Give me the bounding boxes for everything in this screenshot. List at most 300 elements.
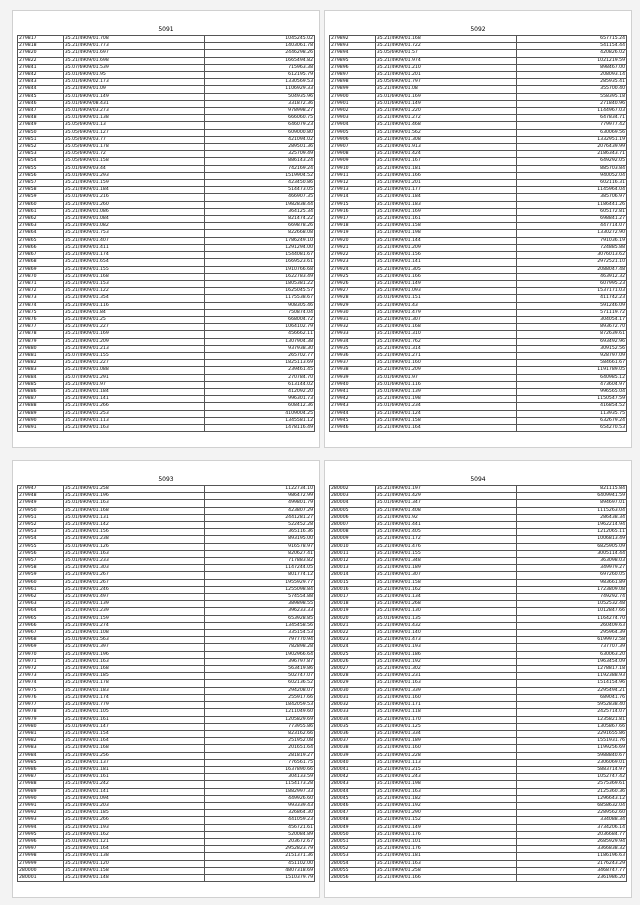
amount-cell: 1154173.28 bbox=[205, 781, 315, 788]
row-id-cell: 279905 bbox=[330, 129, 376, 136]
reference-code-cell: 35.21/4909/01.156 bbox=[63, 529, 205, 536]
row-id-cell: 279976 bbox=[18, 694, 64, 701]
amount-cell: 613144.02 bbox=[205, 381, 315, 388]
row-id-cell: 279889 bbox=[18, 410, 64, 417]
reference-code-cell: 35.21/4909/01.161 bbox=[63, 716, 205, 723]
reference-code-cell: 35.21/4909/01.258 bbox=[63, 486, 205, 493]
amount-cell: 649292.05 bbox=[517, 158, 627, 165]
row-id-cell: 280046 bbox=[330, 802, 376, 809]
row-id-cell: 280001 bbox=[18, 874, 64, 881]
row-id-cell: 279964 bbox=[18, 608, 64, 615]
amount-cell: 653928.85 bbox=[205, 615, 315, 622]
table-row bbox=[330, 280, 627, 287]
table-row bbox=[18, 637, 315, 644]
amount-cell: 608412.36 bbox=[205, 403, 315, 410]
table-row bbox=[18, 788, 315, 795]
table-row bbox=[18, 86, 315, 93]
amount-cell: 669878.26 bbox=[205, 223, 315, 230]
row-id-cell: 279873 bbox=[18, 295, 64, 302]
table-row bbox=[330, 680, 627, 687]
page-4 bbox=[324, 460, 632, 898]
amount-cell: 208093.14 bbox=[517, 72, 627, 79]
table-row bbox=[18, 158, 315, 165]
row-id-cell: 279904 bbox=[330, 122, 376, 129]
row-id-cell: 279950 bbox=[18, 507, 64, 514]
reference-code-cell: 35.21/4909/01.339 bbox=[375, 687, 517, 694]
row-id-cell: 279845 bbox=[18, 93, 64, 100]
amount-cell: 742169.24 bbox=[205, 165, 315, 172]
reference-code-cell: 35.21/4909/01.168 bbox=[375, 36, 517, 43]
amount-cell: 6858632.04 bbox=[517, 802, 627, 809]
row-id-cell: 279938 bbox=[330, 367, 376, 374]
row-id-cell: 279858 bbox=[18, 187, 64, 194]
reference-code-cell: 35.21/4909/01.773 bbox=[63, 43, 205, 50]
table-row bbox=[330, 151, 627, 158]
reference-code-cell: 35.21/4909/01.134 bbox=[375, 594, 517, 601]
reference-code-cell: 35.21/4909/01.424 bbox=[375, 151, 517, 158]
amount-cell: 1622783.49 bbox=[205, 273, 315, 280]
table-row bbox=[330, 536, 627, 543]
table-row bbox=[330, 122, 627, 129]
amount-cell: 396797.87 bbox=[205, 658, 315, 665]
amount-cell: 2441281.27 bbox=[205, 514, 315, 521]
row-id-cell: 280018 bbox=[330, 601, 376, 608]
table-row bbox=[330, 43, 627, 50]
table-row bbox=[330, 867, 627, 874]
table-row bbox=[330, 252, 627, 259]
table-row bbox=[330, 802, 627, 809]
row-id-cell: 279949 bbox=[18, 500, 64, 507]
reference-code-cell: 35.21/4909/01.169 bbox=[375, 208, 517, 215]
amount-cell: 978998.27 bbox=[205, 108, 315, 115]
table-row bbox=[330, 302, 627, 309]
reference-code-cell: 35.21/4909/01.314 bbox=[375, 345, 517, 352]
reference-code-cell: 35.21/4909/01.405 bbox=[375, 529, 517, 536]
amount-cell: 602116.31 bbox=[517, 180, 627, 187]
row-id-cell: 279969 bbox=[18, 644, 64, 651]
row-id-cell: 280054 bbox=[330, 860, 376, 867]
row-id-cell: 279943 bbox=[330, 403, 376, 410]
row-id-cell: 279923 bbox=[330, 259, 376, 266]
amount-cell: 823162.66 bbox=[205, 730, 315, 737]
table-row bbox=[18, 237, 315, 244]
table-row bbox=[18, 486, 315, 493]
reference-code-cell: 35.21/4909/01.290 bbox=[375, 810, 517, 817]
row-id-cell: 279870 bbox=[18, 273, 64, 280]
row-id-cell: 279879 bbox=[18, 338, 64, 345]
amount-cell: 1805381.22 bbox=[205, 280, 315, 287]
amount-cell: 281819.27 bbox=[205, 752, 315, 759]
reference-code-cell: 35.05/6909/03.77 bbox=[63, 136, 205, 143]
amount-cell: 466907.35 bbox=[205, 194, 315, 201]
table-row bbox=[18, 673, 315, 680]
row-id-cell: 279906 bbox=[330, 136, 376, 143]
amount-cell: 412092.20 bbox=[205, 388, 315, 395]
row-id-cell: 280031 bbox=[330, 694, 376, 701]
row-id-cell: 279956 bbox=[18, 550, 64, 557]
row-id-cell: 280000 bbox=[18, 867, 64, 874]
reference-code-cell: 35.21/4909/01.171 bbox=[375, 702, 517, 709]
reference-code-cell: 35.21/4909/01.256 bbox=[63, 752, 205, 759]
row-id-cell: 279937 bbox=[330, 360, 376, 367]
table-row bbox=[18, 57, 315, 64]
row-id-cell: 279883 bbox=[18, 367, 64, 374]
row-id-cell: 280041 bbox=[330, 766, 376, 773]
row-id-cell: 279987 bbox=[18, 774, 64, 781]
table-row bbox=[18, 180, 315, 187]
reference-code-cell: 35.01/6909/01.138 bbox=[63, 115, 205, 122]
amount-cell: 3076013.62 bbox=[517, 252, 627, 259]
reference-code-cell: 35.21/4909/01.272 bbox=[375, 115, 517, 122]
row-id-cell: 279945 bbox=[330, 417, 376, 424]
reference-code-cell: 35.21/4909/01.243 bbox=[375, 774, 517, 781]
amount-cell: 285935.41 bbox=[517, 79, 627, 86]
row-id-cell: 279913 bbox=[330, 187, 376, 194]
amount-cell: 385706.97 bbox=[517, 194, 627, 201]
amount-cell: 355700.40 bbox=[517, 86, 627, 93]
row-id-cell: 279881 bbox=[18, 352, 64, 359]
reference-code-cell: 35.21/4909/01.708 bbox=[63, 36, 205, 43]
amount-cell: 1291294.00 bbox=[205, 244, 315, 251]
amount-cell: 4109004.25 bbox=[205, 410, 315, 417]
table-row bbox=[330, 187, 627, 194]
reference-code-cell: 35.21/4909/01.160 bbox=[375, 745, 517, 752]
row-id-cell: 279863 bbox=[18, 223, 64, 230]
amount-cell: 271840.96 bbox=[517, 100, 627, 107]
reference-code-cell: 35.21/4909/01.432 bbox=[375, 622, 517, 629]
reference-code-cell: 35.21/4909/01.169 bbox=[63, 331, 205, 338]
amount-cell: 928797.09 bbox=[517, 352, 627, 359]
row-id-cell: 279847 bbox=[18, 108, 64, 115]
amount-cell: 908305.46 bbox=[205, 302, 315, 309]
row-id-cell: 279910 bbox=[330, 165, 376, 172]
row-id-cell: 280052 bbox=[330, 846, 376, 853]
table-row bbox=[330, 158, 627, 165]
amount-cell: 1122734.10 bbox=[205, 486, 315, 493]
amount-cell: 1150547.59 bbox=[517, 396, 627, 403]
row-id-cell: 279940 bbox=[330, 381, 376, 388]
reference-code-cell: 35.21/4909/01.497 bbox=[63, 594, 205, 601]
table-row bbox=[18, 50, 315, 57]
amount-cell: 940052.04 bbox=[517, 172, 627, 179]
amount-cell: 563419.86 bbox=[205, 666, 315, 673]
row-id-cell: 279927 bbox=[330, 288, 376, 295]
row-id-cell: 279958 bbox=[18, 565, 64, 572]
table-row bbox=[330, 759, 627, 766]
reference-code-cell: 35.05/6909/01.178 bbox=[63, 144, 205, 151]
reference-code-cell: 35.05/6909/01.57 bbox=[375, 50, 517, 57]
row-id-cell: 279860 bbox=[18, 201, 64, 208]
reference-code-cell: 35.21/4909/01.155 bbox=[63, 266, 205, 273]
reference-code-cell: 35.07/6909/01.539 bbox=[63, 64, 205, 71]
row-id-cell: 279843 bbox=[18, 79, 64, 86]
table-row bbox=[330, 486, 627, 493]
table-row bbox=[330, 129, 627, 136]
row-id-cell: 279966 bbox=[18, 622, 64, 629]
row-id-cell: 280009 bbox=[330, 536, 376, 543]
table-row bbox=[330, 230, 627, 237]
page-3 bbox=[12, 460, 320, 898]
amount-cell: 3734206.14 bbox=[517, 824, 627, 831]
table-row bbox=[330, 381, 627, 388]
row-id-cell: 280008 bbox=[330, 529, 376, 536]
row-id-cell: 279972 bbox=[18, 666, 64, 673]
amount-cell: 331872.36 bbox=[205, 100, 315, 107]
reference-code-cell: 35.21/4909/01.186 bbox=[375, 651, 517, 658]
row-id-cell: 279857 bbox=[18, 180, 64, 187]
table-row bbox=[330, 622, 627, 629]
table-row bbox=[18, 500, 315, 507]
reference-code-cell: 35.21/4909/01.163 bbox=[375, 680, 517, 687]
amount-cell: 894697.01 bbox=[517, 500, 627, 507]
amount-cell: 1186196.63 bbox=[517, 853, 627, 860]
amount-cell: 1115263.04 bbox=[517, 507, 627, 514]
reference-code-cell: 35.21/4909/01.108 bbox=[63, 630, 205, 637]
row-id-cell: 279842 bbox=[18, 72, 64, 79]
reference-code-cell: 35.21/4909/01.348 bbox=[375, 558, 517, 565]
amount-cell: 1052532.48 bbox=[517, 601, 627, 608]
reference-code-cell: 35.05/6909/01.158 bbox=[63, 158, 205, 165]
amount-cell: 1478116.49 bbox=[205, 424, 315, 431]
table-row bbox=[330, 180, 627, 187]
row-id-cell: 280034 bbox=[330, 716, 376, 723]
table-row bbox=[18, 745, 315, 752]
table-row bbox=[18, 64, 315, 71]
reference-code-cell: 35.21/4909/01.43 bbox=[375, 302, 517, 309]
amount-cell: 2306069.01 bbox=[517, 759, 627, 766]
amount-cell: 1786249.10 bbox=[205, 237, 315, 244]
amount-cell: 937938.30 bbox=[205, 345, 315, 352]
reference-code-cell: 35.21/4909/01.429 bbox=[375, 493, 517, 500]
data-table bbox=[17, 35, 315, 432]
row-id-cell: 279977 bbox=[18, 702, 64, 709]
table-row bbox=[18, 72, 315, 79]
table-row bbox=[18, 424, 315, 431]
reference-code-cell: 35.21/4909/01.473 bbox=[375, 637, 517, 644]
table-row bbox=[330, 781, 627, 788]
reference-code-cell: 35.21/4909/01.203 bbox=[63, 802, 205, 809]
amount-cell: 1963454.09 bbox=[517, 658, 627, 665]
amount-cell: 1175538.67 bbox=[205, 295, 315, 302]
reference-code-cell: 35.21/4909/01.159 bbox=[63, 180, 205, 187]
reference-code-cell: 35.01/6909/01.95 bbox=[63, 72, 205, 79]
amount-cell: 750874.04 bbox=[205, 309, 315, 316]
row-id-cell: 280042 bbox=[330, 774, 376, 781]
table-row bbox=[18, 694, 315, 701]
row-id-cell: 280026 bbox=[330, 658, 376, 665]
row-id-cell: 279866 bbox=[18, 244, 64, 251]
table-row bbox=[18, 860, 315, 867]
row-id-cell: 279917 bbox=[330, 216, 376, 223]
amount-cell: 1825113.69 bbox=[205, 360, 315, 367]
reference-code-cell: 35.21/4909/01.196 bbox=[63, 651, 205, 658]
table-row bbox=[18, 702, 315, 709]
reference-code-cell: 35.21/4909/01.149 bbox=[375, 824, 517, 831]
row-id-cell: 280055 bbox=[330, 867, 376, 874]
row-id-cell: 279822 bbox=[18, 57, 64, 64]
amount-cell: 113935.75 bbox=[517, 410, 627, 417]
amount-cell: 239461.45 bbox=[205, 367, 315, 374]
row-id-cell: 279932 bbox=[330, 324, 376, 331]
table-row bbox=[330, 601, 627, 608]
table-row bbox=[18, 644, 315, 651]
amount-cell: 1551931.76 bbox=[517, 738, 627, 745]
reference-code-cell: 35.21/4909/01.192 bbox=[375, 802, 517, 809]
table-row bbox=[18, 266, 315, 273]
table-row bbox=[18, 802, 315, 809]
page-title: 5091 bbox=[158, 26, 174, 33]
reference-code-cell: 35.21/4909/01.144 bbox=[375, 237, 517, 244]
reference-code-cell: 35.21/4909/01.163 bbox=[375, 788, 517, 795]
row-id-cell: 279930 bbox=[330, 309, 376, 316]
amount-cell: 449926.60 bbox=[205, 795, 315, 802]
amount-cell: 520084.89 bbox=[205, 831, 315, 838]
table-row bbox=[330, 36, 627, 43]
row-id-cell: 279941 bbox=[330, 388, 376, 395]
row-id-cell: 280014 bbox=[330, 572, 376, 579]
reference-code-cell: 35.21/4909/01.213 bbox=[63, 345, 205, 352]
row-id-cell: 280006 bbox=[330, 514, 376, 521]
row-id-cell: 279953 bbox=[18, 529, 64, 536]
amount-cell: 986472.99 bbox=[205, 493, 315, 500]
reference-code-cell: 35.21/4909/01.762 bbox=[375, 338, 517, 345]
reference-code-cell: 35.21/4909/01.158 bbox=[375, 579, 517, 586]
table-row bbox=[18, 752, 315, 759]
row-id-cell: 279878 bbox=[18, 331, 64, 338]
table-row bbox=[330, 360, 627, 367]
amount-cell: 717883.82 bbox=[205, 558, 315, 565]
row-id-cell: 279955 bbox=[18, 543, 64, 550]
reference-code-cell: 35.21/4909/01.168 bbox=[63, 507, 205, 514]
table-row bbox=[330, 702, 627, 709]
amount-cell: 203672.67 bbox=[205, 838, 315, 845]
row-id-cell: 279942 bbox=[330, 396, 376, 403]
reference-code-cell: 35.21/4909/01.183 bbox=[375, 201, 517, 208]
amount-cell: 893195.00 bbox=[205, 536, 315, 543]
row-id-cell: 279886 bbox=[18, 388, 64, 395]
reference-code-cell: 35.21/4909/01.197 bbox=[375, 486, 517, 493]
reference-code-cell: 35.21/4909/01.215 bbox=[375, 766, 517, 773]
row-id-cell: 279818 bbox=[18, 43, 64, 50]
row-id-cell: 280002 bbox=[330, 486, 376, 493]
table-row bbox=[18, 594, 315, 601]
amount-cell: 1955929.77 bbox=[205, 579, 315, 586]
amount-cell: 1186441.26 bbox=[517, 201, 627, 208]
table-row bbox=[18, 194, 315, 201]
table-row bbox=[18, 680, 315, 687]
reference-code-cell: 35.21/4909/01.178 bbox=[63, 680, 205, 687]
row-id-cell: 280003 bbox=[330, 493, 376, 500]
table-row bbox=[330, 79, 627, 86]
amount-cell: 1519904.52 bbox=[205, 172, 315, 179]
row-id-cell: 279980 bbox=[18, 723, 64, 730]
row-id-cell: 279874 bbox=[18, 302, 64, 309]
table-row bbox=[18, 360, 315, 367]
table-row bbox=[18, 781, 315, 788]
row-id-cell: 280025 bbox=[330, 651, 376, 658]
amount-cell: 389898.55 bbox=[205, 601, 315, 608]
amount-cell: 441059.23 bbox=[205, 817, 315, 824]
reference-code-cell: 35.21/4909/01.141 bbox=[63, 788, 205, 795]
reference-code-cell: 35.21/4909/01.174 bbox=[63, 252, 205, 259]
table-row bbox=[18, 522, 315, 529]
amount-cell: 1669523.61 bbox=[205, 259, 315, 266]
table-row bbox=[18, 493, 315, 500]
amount-cell: 689041.76 bbox=[517, 694, 627, 701]
reference-code-cell: 35.01/6909/01.233 bbox=[63, 558, 205, 565]
amount-cell: 779977.42 bbox=[517, 122, 627, 129]
reference-code-cell: 35.21/4909/01.185 bbox=[63, 810, 205, 817]
amount-cell: 698841.27 bbox=[517, 216, 627, 223]
row-id-cell: 279971 bbox=[18, 658, 64, 665]
reference-code-cell: 35.21/4909/01.086 bbox=[63, 208, 205, 215]
row-id-cell: 279865 bbox=[18, 237, 64, 244]
table-row bbox=[18, 273, 315, 280]
reference-code-cell: 35.21/4909/01.148 bbox=[63, 874, 205, 881]
amount-cell: 1982838.44 bbox=[205, 201, 315, 208]
table-row bbox=[330, 543, 627, 550]
row-id-cell: 280037 bbox=[330, 738, 376, 745]
reference-code-cell: 35.21/4909/01.101 bbox=[375, 838, 517, 845]
reference-code-cell: 35.21/4909/01.468 bbox=[375, 122, 517, 129]
reference-code-cell: 35.21/4909/01.168 bbox=[375, 324, 517, 331]
table-row bbox=[18, 115, 315, 122]
reference-code-cell: 35.21/4909/01.334 bbox=[375, 730, 517, 737]
reference-code-cell: 35.01/6909/01.121 bbox=[63, 838, 205, 845]
reference-code-cell: 35.21/4909/01.093 bbox=[375, 288, 517, 295]
amount-cell: 1278817.18 bbox=[517, 666, 627, 673]
table-row bbox=[330, 500, 627, 507]
amount-cell: 632679.24 bbox=[517, 417, 627, 424]
table-row bbox=[18, 759, 315, 766]
reference-code-cell: 35.21/4909/01.181 bbox=[63, 766, 205, 773]
table-row bbox=[330, 345, 627, 352]
row-id-cell: 279911 bbox=[330, 172, 376, 179]
table-row bbox=[330, 752, 627, 759]
table-row bbox=[330, 50, 627, 57]
table-row bbox=[330, 550, 627, 557]
table-row bbox=[18, 666, 315, 673]
table-row bbox=[18, 817, 315, 824]
row-id-cell: 279900 bbox=[330, 93, 376, 100]
amount-cell: 522452.28 bbox=[205, 522, 315, 529]
amount-cell: 451102.00 bbox=[205, 860, 315, 867]
reference-code-cell: 35.21/4909/01.125 bbox=[375, 723, 517, 730]
reference-code-cell: 35.01/6909/01.169 bbox=[375, 93, 517, 100]
table-row bbox=[330, 316, 627, 323]
table-row bbox=[330, 766, 627, 773]
amount-cell: 334088.34 bbox=[517, 817, 627, 824]
amount-cell: 886143.24 bbox=[205, 158, 315, 165]
row-id-cell: 279924 bbox=[330, 266, 376, 273]
row-id-cell: 279891 bbox=[18, 424, 64, 431]
reference-code-cell: 35.01/6909/01.149 bbox=[63, 93, 205, 100]
amount-cell: 456721.61 bbox=[205, 824, 315, 831]
page-title: 5092 bbox=[470, 26, 486, 33]
row-id-cell: 280010 bbox=[330, 543, 376, 550]
reference-code-cell: 35.21/4909/01.142 bbox=[63, 522, 205, 529]
table-row bbox=[330, 673, 627, 680]
row-id-cell: 279846 bbox=[18, 100, 64, 107]
table-row bbox=[18, 36, 315, 43]
table-row bbox=[330, 100, 627, 107]
amount-cell: 6199972.58 bbox=[517, 637, 627, 644]
amount-cell: 6409941.59 bbox=[517, 493, 627, 500]
row-id-cell: 279914 bbox=[330, 194, 376, 201]
row-id-cell: 279875 bbox=[18, 309, 64, 316]
table-row bbox=[18, 367, 315, 374]
table-row bbox=[330, 244, 627, 251]
